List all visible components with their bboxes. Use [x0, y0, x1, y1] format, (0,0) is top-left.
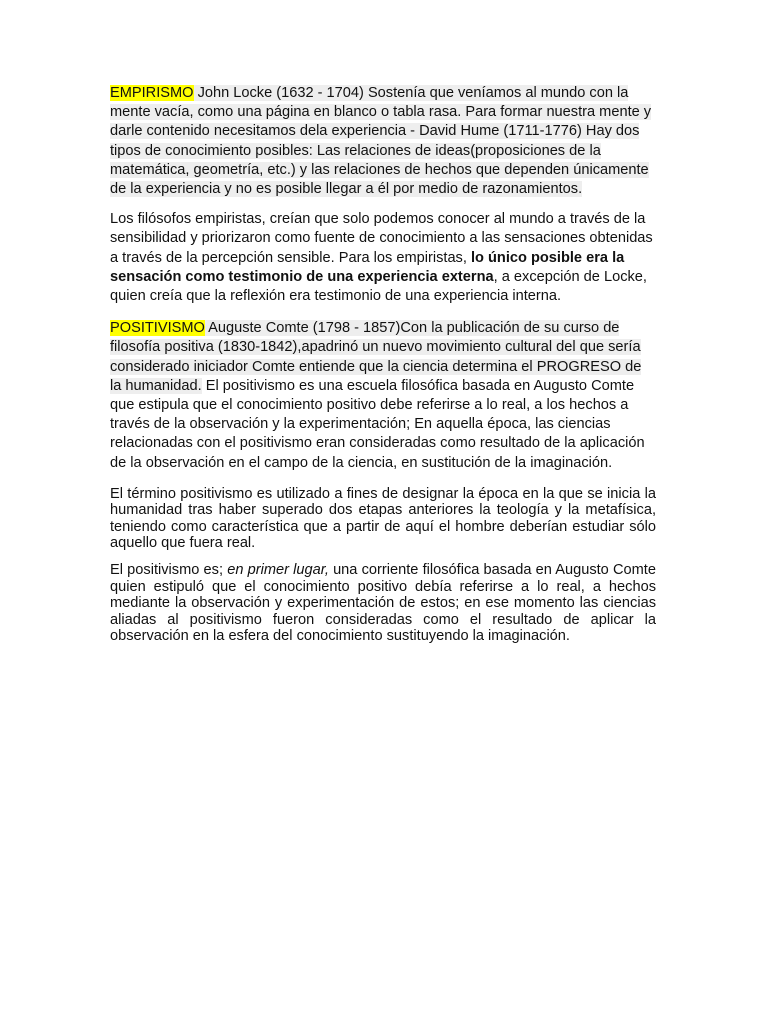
- paragraph-positivismo: [110, 319, 656, 473]
- empiristas-bold-text: lo único posible era la sensación como testimonio de una experiencia externa: [110, 249, 625, 285]
- paragraph-termino-positivismo: [110, 486, 656, 552]
- paragraph-empirismo: [110, 84, 656, 199]
- positivismo-es-italic: en primer lugar,: [227, 562, 329, 579]
- document-page: [110, 84, 656, 645]
- empirismo-heading: EMPIRISMO: [110, 85, 194, 101]
- paragraph-positivismo-es: [110, 562, 656, 644]
- termino-text: El término positivismo es utilizado a fines de designar la época en la que se inicia la humanidad tras haber superado dos etapas anteriores la teología y la metafísica, teniendo como característica que a partir de aquí el hombre deberían estudiar sólo aquello que fuera real.: [110, 485, 656, 552]
- empiristas-text-before: Los filósofos empiristas, creían que solo podemos conocer al mundo a través de la sensibilidad y priorizaron como fuente de conocimiento a las sensaciones obtenidas a través de la percepción sensible. Para los empiristas,: [110, 211, 653, 266]
- positivismo-heading: POSITIVISMO: [110, 320, 205, 337]
- positivismo-plain-text: El positivismo es una escuela filosófica basada en Augusto Comte que estipula que el conocimiento positivo debe referirse a lo real, a los hechos a través de la observación y la experimentación; En aquella época, las ciencias relacionadas con el positivismo eran consideradas como resultado de la aplicación de la observación en el campo de la ciencia, en sustitución de la imaginación.: [110, 377, 645, 471]
- positivismo-es-text-after: una corriente filosófica basada en Augusto Comte quien estipuló que el conocimiento positivo debía referirse a lo real, a hechos mediante la observación y experimentación de estos; en ese momento las ciencias aliadas al positivismo fueron consideradas como el resultado de aplicar la observación en la esfera del conocimiento sustituyendo la imaginación.: [110, 562, 656, 645]
- paragraph-empiristas: [110, 210, 656, 306]
- positivismo-es-text-before: El positivismo es;: [110, 562, 228, 579]
- empirismo-highlighted-block: [110, 85, 651, 197]
- empirismo-text: John Locke (1632 - 1704) Sostenía que veníamos al mundo con la mente vacía, como una página en blanco o tabla rasa. Para formar nuestra mente y darle contenido necesitamos dela experiencia - David Hume (1711-1776) Hay dos tipos de conocimiento posibles: Las relaciones de ideas(proposiciones de la matemática, geometría, etc.) y las relaciones de hechos que dependen únicamente de la experiencia y no es posible llegar a él por medio de razonamientos.: [110, 85, 652, 198]
- positivismo-highlighted-text: Auguste Comte (1798 - 1857)Con la publicación de su curso de filosofía positiva (1830-1842),apadrinó un nuevo movimiento cultural del que sería considerado iniciador Comte entiende que la ciencia determina el PROGRESO de la humanidad.: [110, 320, 642, 394]
- empiristas-text-after: , a excepción de Locke, quien creía que la reflexión era testimonio de una experiencia interna.: [110, 268, 647, 305]
